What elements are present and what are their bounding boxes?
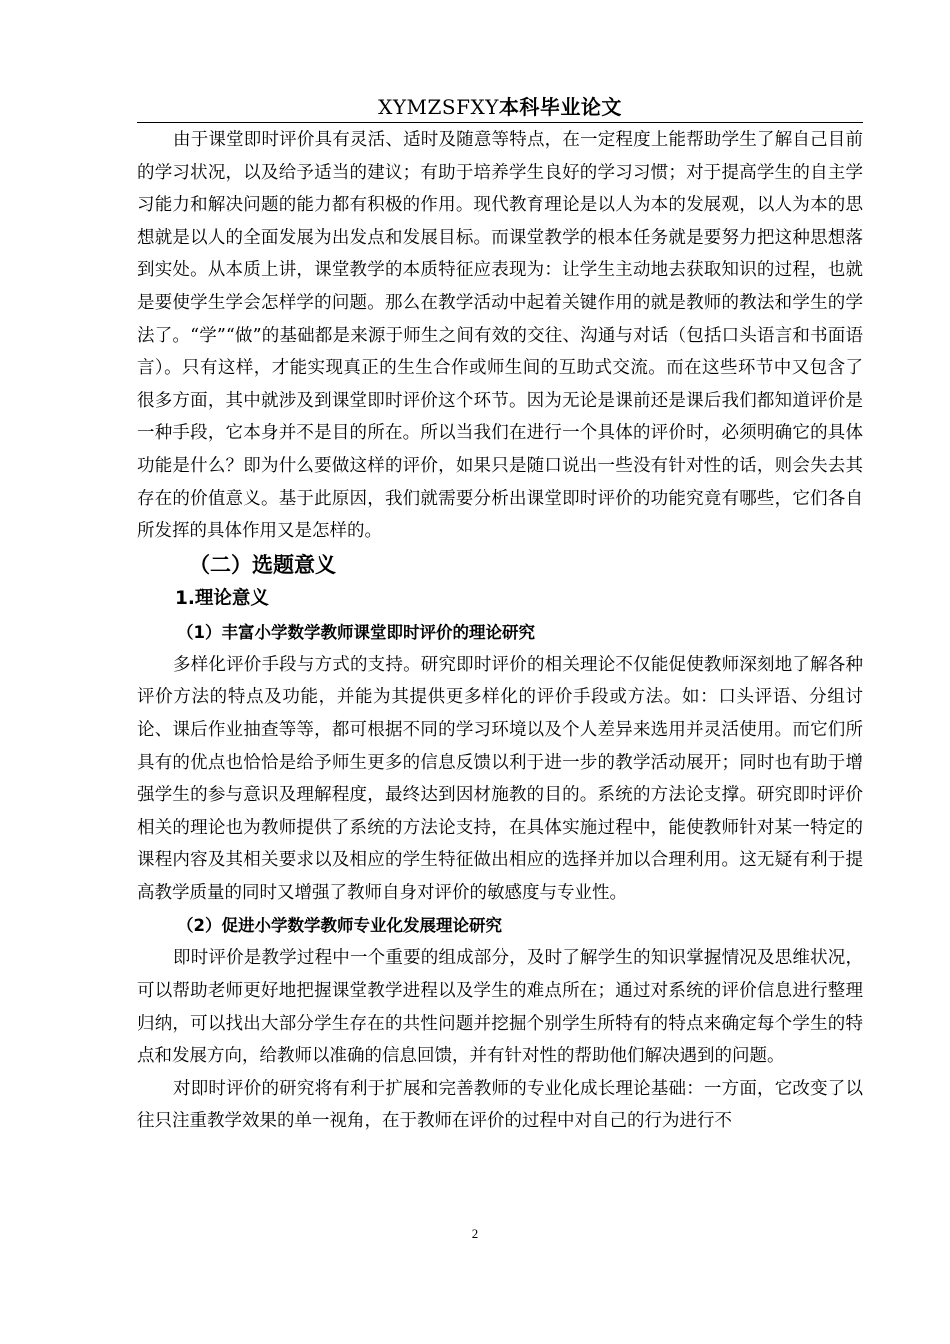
item-heading-2: （2）促进小学数学教师专业化发展理论研究	[177, 916, 502, 936]
paragraph-item-2a: 即时评价是教学过程中一个重要的组成部分，及时了解学生的知识掌握情况及思维状况，可以帮助老师更好地把握课堂教学进程以及学生的难点所在；通过对系统的评价信息进行整理归纳，可以找出大部分学生存在的共性问题并挖掘个别学生所特有的特点来确定每个学生的特点和发展方向，给教师以准确的信息回馈，并有针对性的帮助他们解决遇到的问题。	[137, 948, 863, 1067]
header-latin-text: XYMZSFXY	[378, 95, 499, 119]
paragraph-item-2b: 对即时评价的研究将有利于扩展和完善教师的专业化成长理论基础：一方面，它改变了以往只注重教学效果的单一视角，在于教师在评价的过程中对自己的行为进行不	[137, 1078, 863, 1132]
item-heading-1: （1）丰富小学数学教师课堂即时评价的理论研究	[177, 622, 535, 642]
subsection-heading: 1.理论意义	[175, 587, 269, 609]
header-title-text: 本科毕业论文	[498, 95, 622, 119]
page-number: 2	[471, 1226, 479, 1241]
paragraph-intro: 由于课堂即时评价具有灵活、适时及随意等特点，在一定程度上能帮助学生了解自己目前的学习状况，以及给予适当的建议；有助于培养学生良好的学习习惯；对于提高学生的自主学习能力和解决问题的能力都有积极的作用。现代教育理论是以人为本的发展观，以人为本的思想就是以人的全面发展为出发点和发展目标。而课堂教学的根本任务就是要努力把这种思想落到实处。从本质上讲，课堂教学的本质特征应表现为：让学生主动地去获取知识的过程，也就是要使学生学会怎样学的问题。那么在教学活动中起着关键作用的就是教师的教法和学生的学法了。“学”“做”的基础都是来源于师生之间有效的交往、沟通与对话（包括口头语言和书面语言）。只有这样，才能实现真正的生生合作或师生间的互助式交流。而在这些环节中又包含了很多方面，其中就涉及到课堂即时评价这个环节。因为无论是课前还是课后我们都知道评价是一种手段，它本身并不是目的所在。所以当我们在进行一个具体的评价时，必须明确它的具体功能是什么？即为什么要做这样的评价，如果只是随口说出一些没有针对性的话，则会失去其存在的价值意义。基于此原因，我们就需要分析出课堂即时评价的功能究竟有哪些，它们各自所发挥的具体作用又是怎样的。	[137, 130, 863, 542]
paragraph-item-1: 多样化评价手段与方式的支持。研究即时评价的相关理论不仅能促使教师深刻地了解各种评价方法的特点及功能，并能为其提供更多样化的评价手段或方法。如：口头评语、分组讨论、课后作业抽查等等，都可根据不同的学习环境以及个人差异来选用并灵活使用。而它们所具有的优点也恰恰是给予师生更多的信息反馈以利于进一步的教学活动展开；同时也有助于增强学生的参与意识及理解程度，最终达到因材施教的目的。系统的方法论支撑。研究即时评价相关的理论也为教师提供了系统的方法论支持，在具体实施过程中，能使教师针对某一特定的课程内容及其相关要求以及相应的学生特征做出相应的选择并加以合理利用。这无疑有利于提高教学质量的同时又增强了教师自身对评价的敏感度与专业性。	[137, 654, 863, 903]
document-body	[137, 124, 863, 1138]
header-rule	[137, 122, 863, 123]
section-heading: （二）选题意义	[189, 552, 336, 577]
page-header	[137, 94, 863, 120]
